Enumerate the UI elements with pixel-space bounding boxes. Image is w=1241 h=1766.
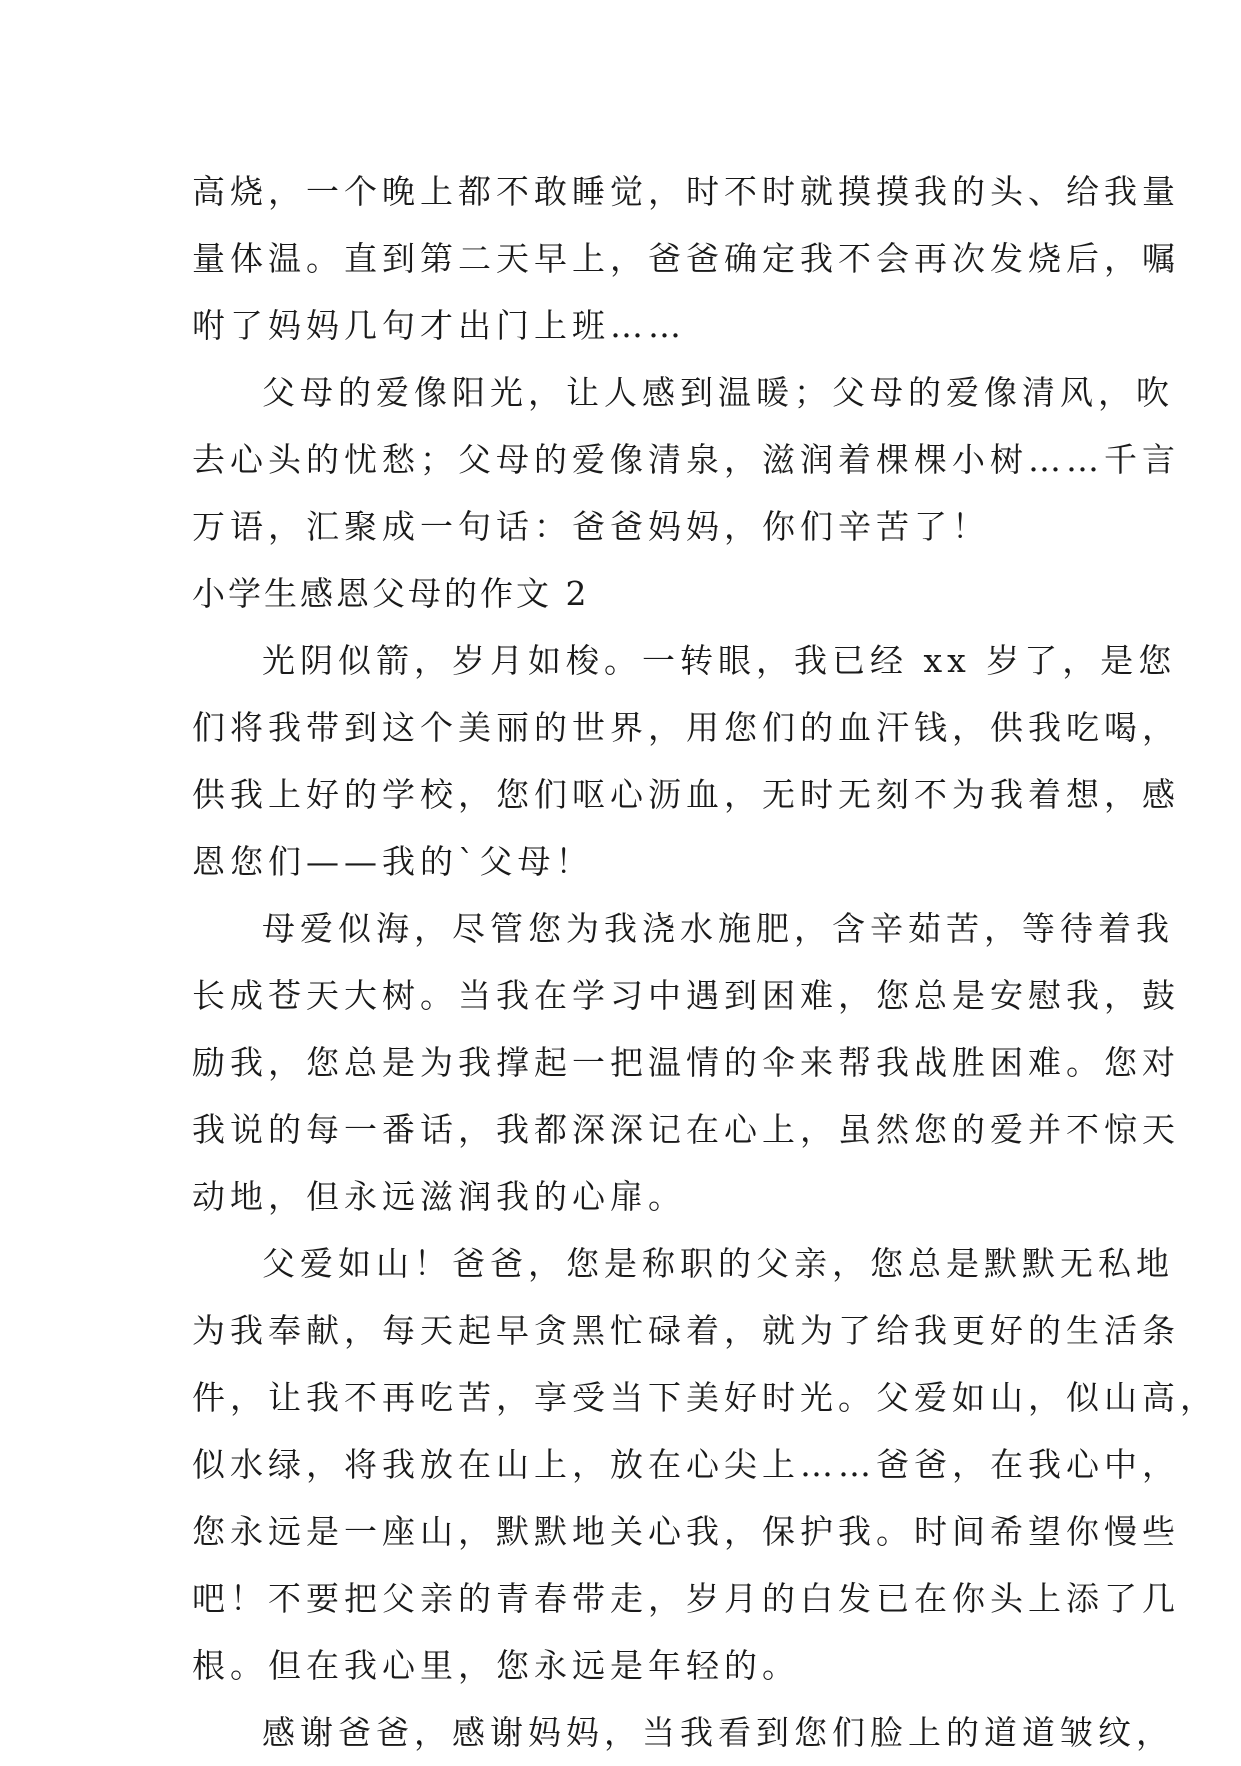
paragraph-start-line: 父母的爱像阳光，让人感到温暖；父母的爱像清风，吹: [262, 373, 1174, 412]
text-line: 们将我带到这个美丽的世界，用您们的血汗钱，供我吃喝，: [192, 708, 1180, 747]
text-line: 件，让我不再吃苦，享受当下美好时光。父爱如山，似山高，: [192, 1378, 1218, 1417]
paragraph-start-line: 光阴似箭，岁月如梭。一转眼，我已经 xx 岁了，是您: [262, 641, 1177, 680]
text-line: 高烧，一个晚上都不敢睡觉，时不时就摸摸我的头、给我量: [192, 172, 1180, 211]
text-line: 供我上好的学校，您们呕心沥血，无时无刻不为我着想，感: [192, 775, 1180, 814]
text-line: 您永远是一座山，默默地关心我，保护我。时间希望你慢些: [192, 1512, 1180, 1551]
document-body: [192, 158, 1218, 1766]
text-line: 量体温。直到第二天早上，爸爸确定我不会再次发烧后，嘱: [192, 239, 1180, 278]
text-line: 根。但在我心里，您永远是年轻的。: [192, 1646, 800, 1685]
text-line: 恩您们——我的`父母！: [192, 842, 594, 881]
text-line: 似水绿，将我放在山上，放在心尖上……爸爸，在我心中，: [192, 1445, 1180, 1484]
text-line: 为我奉献，每天起早贪黑忙碌着，就为了给我更好的生活条: [192, 1311, 1180, 1350]
text-line: 咐了妈妈几句才出门上班……: [192, 306, 686, 345]
text-line: 吧！不要把父亲的青春带走，岁月的白发已在你头上添了几: [192, 1579, 1180, 1618]
paragraph-start-line: 母爱似海，尽管您为我浇水施肥，含辛茹苦，等待着我: [262, 909, 1174, 948]
text-line: 长成苍天大树。当我在学习中遇到困难，您总是安慰我，鼓: [192, 976, 1180, 1015]
paragraph-start-line: 感谢爸爸，感谢妈妈，当我看到您们脸上的道道皱纹，: [262, 1713, 1174, 1752]
paragraph-start-line: 父爱如山！爸爸，您是称职的父亲，您总是默默无私地: [262, 1244, 1174, 1283]
section-title: 小学生感恩父母的作文 2: [192, 574, 590, 613]
text-line: 我说的每一番话，我都深深记在心上，虽然您的爱并不惊天: [192, 1110, 1180, 1149]
text-line: 去心头的忧愁；父母的爱像清泉，滋润着棵棵小树……千言: [192, 440, 1180, 479]
text-line: 励我，您总是为我撑起一把温情的伞来帮我战胜困难。您对: [192, 1043, 1180, 1082]
text-line: 动地，但永远滋润我的心扉。: [192, 1177, 686, 1216]
text-line: 万语，汇聚成一句话：爸爸妈妈，你们辛苦了！: [192, 507, 990, 546]
